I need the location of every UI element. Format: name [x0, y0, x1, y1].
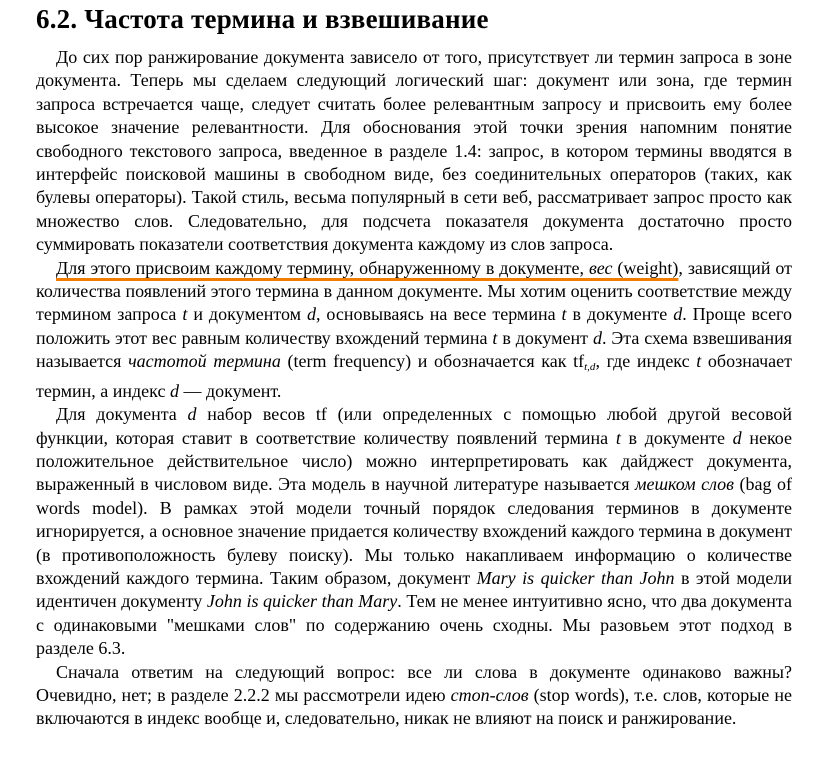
paragraph-3 — [36, 403, 792, 660]
text: (bag of words model). В рамках этой модели точный порядок следования терминов в документе игнорируется, а основное значение придается количеству вхождений каждого термина в документ (в противоположность булеву поиску). Мы только накапливаем информацию о количестве вхождений каждого термина. Таким образом, документ — [36, 474, 792, 588]
text: и документом — [187, 304, 307, 325]
var-t: t — [492, 327, 498, 348]
highlight-text-a: Для этого присвоим каждому термину, обнаруженному в документе, — [56, 257, 589, 278]
paragraph-4 — [36, 661, 792, 731]
text: в документ — [497, 327, 593, 348]
text: (term frequency) и обозначается как tf — [280, 351, 585, 372]
text: в этой модели идентичен документу — [36, 567, 792, 612]
text: в документе — [620, 427, 733, 448]
bag-of-words-em: мешком слов — [634, 474, 734, 495]
paragraph-1 — [36, 46, 792, 257]
text: обозначает термин, а индекс — [36, 351, 792, 401]
var-t: t — [615, 427, 621, 448]
text: (stop words), т.е. слов, которые не включаются в индекс вообще и, следовательно, никак не влияют на поиск и ранжирование. — [36, 684, 792, 729]
text: . Проще всего положить этот вес равным количеству вхождений термина — [36, 304, 792, 348]
text: — документ. — [178, 380, 282, 401]
text: Сначала ответим на следующий вопрос: все ли слова в документе одинаково важны? Очевидно, нет; в разделе 2.2.2 мы рассмотрели идею — [36, 661, 792, 705]
highlighted-sentence — [56, 258, 678, 278]
var-d: d — [306, 304, 316, 325]
paragraph-1-text: До сих пор ранжирование документа зависело от того, присутствует ли термин запроса в зоне документа. Теперь мы сделаем следующий логический шаг: документ или зона, где термин запроса встречается чаще, следует считать более релевантным запросу и присвоить ему более высокое значение релевантности. Для обоснования этой точки зрения напомним понятие свободного текстового запроса, введенное в разделе 1.4: запрос, в котором термины вводятся в интерфейс поисковой машины в свободном виде, без соединительных операторов (таких, как булевы операторы). Такой стиль, весьма популярный в сети веб, рассматривает запрос просто как множество слов. Следовательно, для подсчета показателя документа достаточно просто суммировать показатели соответствия документа каждому из слов запроса. — [36, 47, 792, 255]
stop-words-em: стоп-слов — [450, 684, 529, 705]
var-d: d — [592, 327, 602, 348]
paragraph-2 — [36, 257, 792, 403]
text: некое положительное действительное число) можно интерпретировать как дайджест документа, выраженный в числовом виде. Эта модель в научной литературе называется — [36, 427, 792, 495]
highlight-text-b: (weight) — [612, 257, 679, 278]
text: . Эта схема взвешивания называется — [36, 327, 793, 372]
tf-subscript: t,d — [584, 361, 596, 374]
var-t: t — [182, 304, 188, 325]
var-d: d — [732, 427, 742, 448]
example-sentence-2: John is quicker than Mary — [206, 591, 398, 612]
text: , основываясь на весе термина — [315, 304, 562, 325]
text: , где индекс — [595, 351, 697, 372]
var-t: t — [561, 304, 567, 325]
var-t: t — [696, 351, 702, 372]
var-d: d — [187, 404, 197, 425]
var-d: d — [169, 380, 179, 401]
term-weight-em: вес — [588, 257, 613, 278]
var-d: d — [673, 304, 683, 325]
text: . Тем не менее интуитивно ясно, что два документа с одинаковыми "мешками слов" по содержанию очень сходны. Мы разовьем этот подход в разделе 6.3. — [36, 591, 793, 659]
example-sentence-1: Mary is quicker than John — [476, 567, 675, 588]
text: Для документа — [56, 404, 188, 425]
text: набор весов tf (или определенных с помощью любой другой весовой функции, которая ставит в соответствие количеству появлений термина — [36, 404, 792, 448]
section-heading: 6.2. Частота термина и взвешивание — [36, 4, 489, 34]
term-frequency-em: частотой термина — [128, 351, 281, 372]
text: в документе — [566, 304, 674, 325]
text: , зависящий от количества появлений этого термина в данном документе. Мы хотим оценить соответствие между термином запроса — [36, 257, 792, 325]
